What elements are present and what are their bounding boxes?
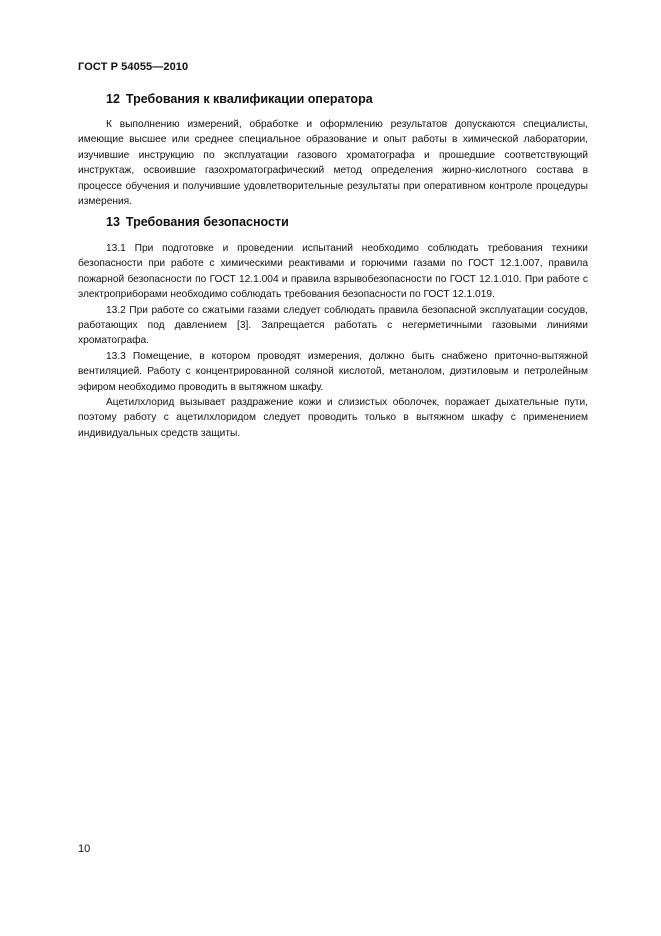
acetyl-chloride-note: Ацетилхлорид вызывает раздражение кожи и слизистых оболочек, поражает дыхательные пути, поэтому работу с ацетилхлоридом следует проводить только в вытяжном шкафу с применением индивидуальных средств защиты. — [78, 397, 588, 439]
section-13-heading: Требования безопасности — [125, 215, 289, 229]
clause-13-3: 13.3 Помещение, в котором проводят измерения, должно быть снабжено приточно-вытяжной вентиляцией. Работу с концентрированной соляной кислотой, метанолом, диэтиловым и петролейным эфиром необходимо проводить в вытяжном шкафу. — [78, 350, 588, 393]
section-13-number: 13 — [106, 215, 120, 229]
clause-13-2: 13.2 При работе со сжатыми газами следует соблюдать правила безопасной эксплуатации сосудов, работающих под давлением [3]. Запрещается работать с негерметичными газовыми линиями хроматографа. — [78, 304, 588, 347]
clause-13-1: 13.1 При подготовке и проведении испытаний необходимо соблюдать требования техники безопасности при работе с химическими реактивами и горючими газами по ГОСТ 12.1.007, правила пожарной безопасности по ГОСТ 12.1.004 и правила взрывобезопасности по ГОСТ 12.1.010. При работе с электроприборами необходимо соблюдать требования безопасности по ГОСТ 12.1.019. — [78, 243, 588, 301]
section-13-title — [78, 214, 588, 230]
section-12-heading: Требования к квалификации оператора — [125, 92, 373, 106]
section-12-paragraph-1: К выполнению измерений, обработке и оформлению результатов допускаются специалисты, имеющие высшее или среднее специальное образование и опыт работы в химической лаборатории, изучившие инструкцию по эксплуатации газового хроматографа и прошедшие соответствующий инструктаж, освоившие газохроматографический метод определения жирно-кислотного состава в процессе обучения и получившие удовлетворительные результаты при оперативном контроле процедуры измерения. — [78, 119, 588, 208]
page-number: 10 — [78, 843, 91, 855]
section-12-title — [78, 91, 588, 107]
section-13 — [78, 214, 588, 441]
document-header: ГОСТ Р 54055—2010 — [78, 61, 189, 73]
section-12-number: 12 — [106, 92, 120, 106]
section-12 — [78, 91, 588, 209]
